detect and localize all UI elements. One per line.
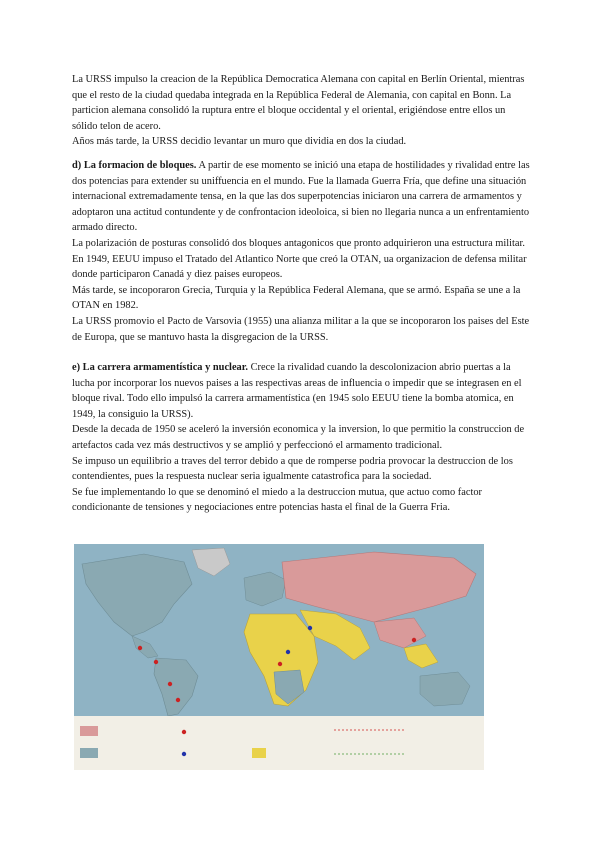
military-base-marker [286, 650, 290, 654]
conflict-marker [278, 662, 282, 666]
section-e-paragraph-1-text: Crece la rivalidad cuando la descolonizacion abrio puertas a la lucha por incorporar los nuevos paises a las respectivas areas de influencia o impedir que se integrasen en el bloque rival. Todo ello impulsó la carrera armamentística (en 1945 solo EEUU tiene la bomba atomica, en 1949, la consiguio la URSS). [72, 362, 522, 420]
section-e-paragraph-2: Desde la decada de 1950 se aceleró la inversión economica y la inversion, lo que permitio la construccion de artefactos cada vez más destructivos y se amplió y perfeccionó el armamento tradicional. [72, 424, 525, 451]
section-d-heading: d) La formacion de bloques. [72, 160, 197, 171]
section-d-paragraph-3: En 1949, EEUU impuso el Tratado del Atlantico Norte que creó la OTAN, ua organizacion de defensa militar donde participaron Canadá y diez paises europeos. [72, 253, 527, 281]
map-legend [74, 716, 484, 770]
legend-swatch-communist [80, 726, 98, 736]
section-d-paragraph-2: La polarización de posturas consolidó dos bloques antagonicos que pronto adquirieron una estructura militar. [72, 237, 526, 249]
legend-swatch-western [80, 748, 98, 758]
conflict-marker [176, 698, 180, 702]
section-d [72, 158, 532, 345]
conflict-marker [412, 638, 416, 642]
legend-marker-blue [182, 752, 186, 756]
section-d-paragraph-1-text: A partir de ese momento se inició una etapa de hostilidades y rivalidad entre las dos potencias para extender su uniffuencia en el mundo. Fue la llamada Guerra Fría, que define una situación internacional extremadamente tensa, en la que las dos superpotencias iniciaron una carrera de armamentos y adoptaron una actitud contundente y de confrontacion ideoloica, si bien no llegaria nunca a un enfrentamiento armado directo. [72, 160, 530, 234]
section-e-paragraph-3: Se impuso un equilibrio a traves del terror debido a que de romperse podria provocar la destruccion de los contendientes, pues la respuesta nuclear seria igualmente catastrofica para la sociedad. [72, 455, 513, 483]
intro-section [72, 72, 532, 150]
section-e-heading: e) La carrera armamentística y nuclear. [72, 362, 249, 373]
conflict-marker [168, 682, 172, 686]
conflict-marker [138, 646, 142, 650]
intro-paragraph-2: Años más tarde, la URSS decidio levantar un muro que dividia en dos la ciudad. [72, 136, 407, 148]
section-d-paragraph-4: Más tarde, se incoporaron Grecia, Turquia y la República Federal Alemana, que se armó. España se une a la OTAN en 1982. [72, 284, 521, 312]
conflict-marker [154, 660, 158, 664]
section-d-paragraph-1 [72, 158, 532, 236]
legend-swatch-nonaligned [252, 748, 266, 758]
section-e-paragraph-1 [72, 360, 532, 422]
military-base-marker [308, 626, 312, 630]
section-e [72, 360, 532, 516]
cold-war-world-map [74, 544, 484, 770]
section-d-paragraph-5: La URSS promovio el Pacto de Varsovia (1955) una alianza militar a la que se incoporaron los paises del Este de Europa, que se mantuvo hasta la disgregacion de la URSS. [72, 315, 530, 343]
intro-paragraph-1: La URSS impulso la creacion de la República Democratica Alemana con capital en Berlín Oriental, mientras que el resto de la ciudad quedaba integrada en la República Federal de Alemania, con capital en Bonn. La particion alemana consolidó la ruptura entre el bloque occidental y el oriental, erigiéndose entre ellos un sólido telon de acero. [72, 74, 525, 132]
legend-marker-red [182, 730, 186, 734]
section-e-paragraph-4: Se fue implementando lo que se denominó el miedo a la destruccion mutua, que actuo como factor condicionante de tensiones y negociaciones entre potencias hasta el final de la Guerra Fria. [72, 486, 483, 514]
map-svg [74, 544, 484, 770]
